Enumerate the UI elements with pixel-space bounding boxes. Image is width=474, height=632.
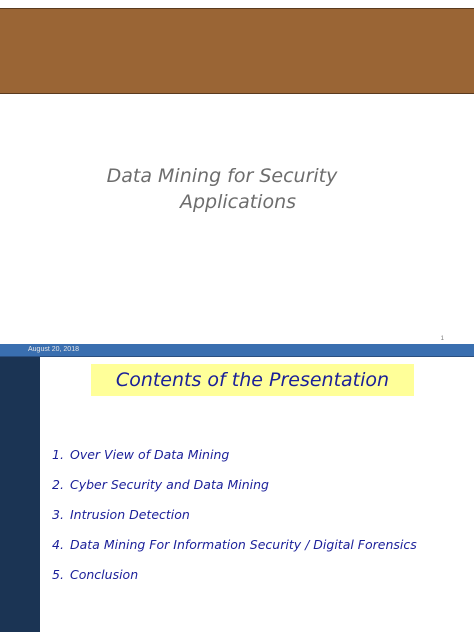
contents-list [52,446,417,596]
slide-title-line2: Applications [179,191,297,213]
slide-title [0,163,474,215]
contents-item-label: Over View of Data Mining [70,447,230,462]
contents-item-number: 1. [52,447,64,462]
date-bar [0,344,474,357]
left-sidebar-bar [0,357,40,632]
contents-item-label: Cyber Security and Data Mining [70,477,269,492]
page-number: 1 [440,336,444,342]
contents-item-number: 4. [52,537,64,552]
contents-item-label: Conclusion [70,567,139,582]
contents-item-number: 5. [52,567,64,582]
contents-item-label: Data Mining For Information Security / Digital Forensics [70,537,417,552]
slide-date: August 20, 2018 [28,346,79,353]
header-band [0,8,474,94]
contents-item-label: Intrusion Detection [70,507,190,522]
contents-item [52,536,417,566]
contents-heading: Contents of the Presentation [115,369,390,391]
contents-item [52,446,417,476]
slide-title-line1: Data Mining for Security [106,165,338,187]
contents-item [52,476,417,506]
contents-item-number: 3. [52,507,64,522]
contents-slide [0,344,474,632]
contents-item [52,506,417,536]
contents-item [52,566,417,596]
contents-item-number: 2. [52,477,64,492]
contents-heading-box [91,364,414,396]
